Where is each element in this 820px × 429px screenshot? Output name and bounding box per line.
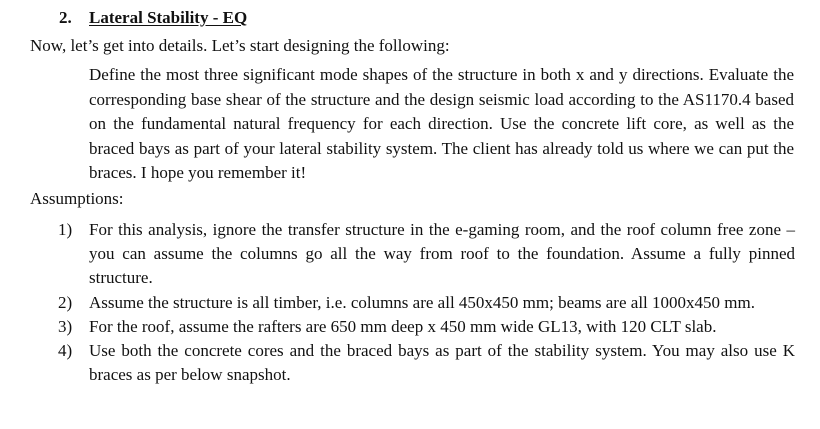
list-item xyxy=(58,291,795,315)
list-item-text: Assume the structure is all timber, i.e. columns are all 450x450 mm; beams are all 1000x450 mm. xyxy=(89,292,755,312)
list-marker: 4) xyxy=(58,341,73,361)
list-marker: 2) xyxy=(58,292,73,312)
section-number: 2. xyxy=(59,8,72,27)
assumptions-list xyxy=(58,218,795,387)
list-item-text: Use both the concrete cores and the braced bays as part of the stability system. You may also use K braces as per below snapshot. xyxy=(89,341,795,385)
section-title: Lateral Stability - EQ xyxy=(89,8,248,27)
list-marker: 1) xyxy=(58,220,73,239)
list-marker: 3) xyxy=(58,316,73,336)
list-item xyxy=(58,315,795,339)
list-item xyxy=(58,218,795,291)
intro-text: Now, let’s get into details. Let’s start designing the following: xyxy=(30,36,450,55)
list-item-text: For the roof, assume the rafters are 650 mm deep x 450 mm wide GL13, with 120 CLT slab. xyxy=(89,316,717,336)
section-heading xyxy=(59,7,247,29)
list-item xyxy=(58,339,795,387)
assumptions-label: Assumptions: xyxy=(30,189,124,208)
list-item-text: For this analysis, ignore the transfer structure in the e-gaming room, and the roof column free zone – you can assume the columns go all the way from roof to the foundation. Assume a fully pinned structure. xyxy=(89,220,795,288)
task-paragraph: Define the most three significant mode shapes of the structure in both x and y directions. Evaluate the corresponding base shear of the structure and the design seismic load according to the AS1170.4 based on the fundamental natural frequency for each direction. Use the concrete lift core, as well as the braced bays as part of your lateral stability system. The client has already told us where we can put the braces. I hope you remember it! xyxy=(89,65,794,183)
